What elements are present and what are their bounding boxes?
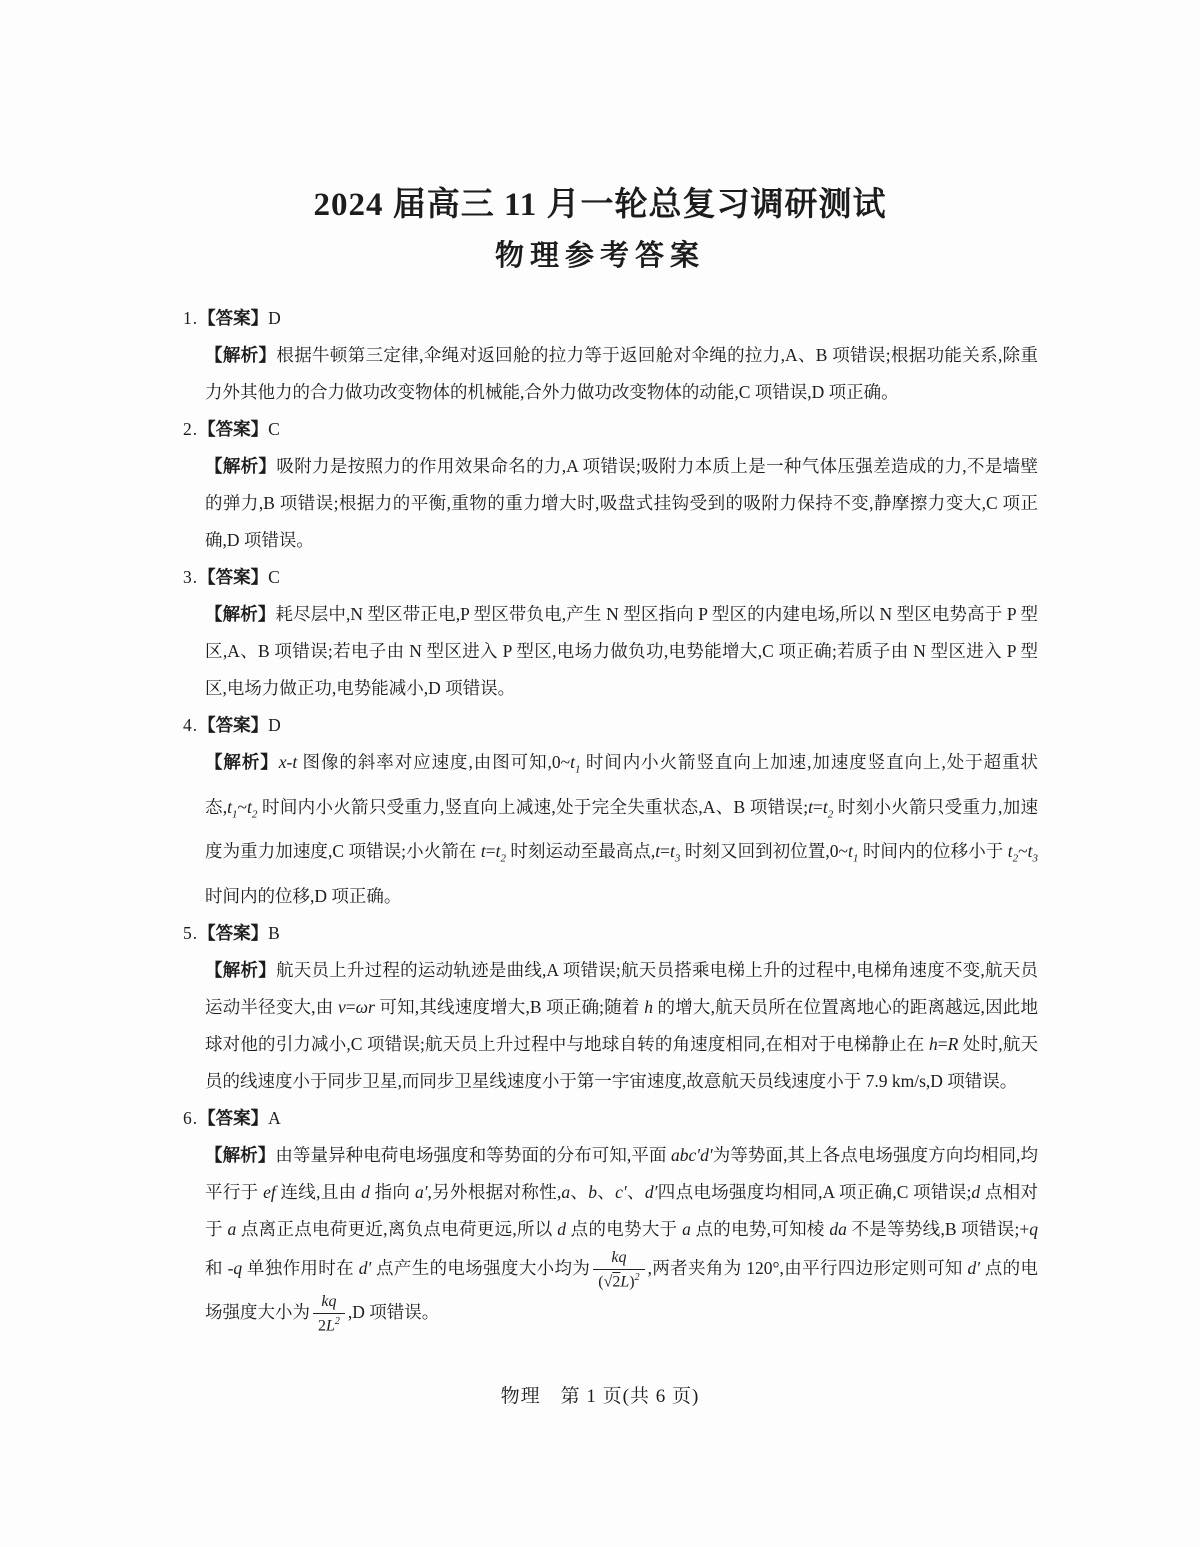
analysis-text: 【解析】由等量异种电荷电场强度和等势面的分布可知,平面 abc′d′为等势面,其上各点电场强度方向均相同,均平行于 ef 连线,且由 d 指向 a′,另外根据对称性,a、b、c′、d′四点电场强度均相同,A 项正确,C 项错误;d 点相对于 a 点离正点电荷更近,离负点电荷更远,所以 d 点的电势大于 a 点的电势,可知棱 da 不是等势线,B 项错误;+q 和 -q 单独作用时在 d′ 点产生的电场强度大小均为 $\frac{kq}{(√2L)^2}$ ,两者夹角为 120°,由平行四边形定则可知 d′ 点的电场强度大小为 $\frac{kq}{2L^2}$ ,D 项错误。 bbox=[205, 1144, 1039, 1335]
answer-letter: C bbox=[268, 567, 280, 587]
answer-label: 【答案】 bbox=[198, 922, 269, 943]
page-title: 2024 届高三 11 月一轮总复习调研测试 bbox=[313, 187, 887, 223]
answer-label: 【答案】 bbox=[198, 715, 269, 735]
analysis-text: 【解析】耗尽层中,N 型区带正电,P 型区带负电,产生 N 型区指向 P 型区的内建电场,所以 N 型区电势高于 P 型区,A、B 项错误;若电子由 N 型区进入 P 型区,电场力做负功,电势能增大,C 项正确;若质子由 N 型区进入 P 型区,电场力做正功,电势能减小,D 项错误。 bbox=[205, 604, 1038, 698]
question-number: 5. bbox=[183, 922, 199, 943]
answer-line bbox=[183, 411, 1038, 448]
answer-line bbox=[183, 559, 1038, 596]
answer-label: 【答案】 bbox=[198, 419, 269, 439]
answer-letter: D bbox=[268, 715, 281, 735]
question-block bbox=[183, 300, 1038, 411]
question-number: 1. bbox=[183, 308, 199, 328]
page-footer: 物理 第 1 页(共 6 页) bbox=[500, 1386, 700, 1407]
question-block bbox=[183, 559, 1038, 707]
answer-line bbox=[183, 915, 1038, 952]
question-number: 6. bbox=[183, 1107, 199, 1128]
question-number: 4. bbox=[183, 715, 199, 735]
page-subtitle: 物理参考答案 bbox=[494, 240, 705, 272]
answer-letter: B bbox=[268, 922, 280, 943]
answer-line bbox=[183, 707, 1038, 744]
answer-label: 【答案】 bbox=[198, 1107, 269, 1128]
answer-letter: D bbox=[268, 308, 281, 328]
answer-line bbox=[183, 300, 1038, 337]
analysis-text: 【解析】航天员上升过程的运动轨迹是曲线,A 项错误;航天员搭乘电梯上升的过程中,电梯角速度不变,航天员运动半径变大,由 v=ωr 可知,其线速度增大,B 项正确;随着 h 的增大,航天员所在位置离地心的距离越远,因此地球对他的引力减小,C 项错误;航天员上升过程中与地球自转的角速度相同,在相对于电梯静止在 h=R 处时,航天员的线速度小于同步卫星,而同步卫星线速度小于第一宇宙速度,故意航天员线速度小于 7.9 km/s,D 项错误。 bbox=[205, 959, 1039, 1091]
answer-letter: C bbox=[268, 419, 280, 439]
analysis-text: 【解析】根据牛顿第三定律,伞绳对返回舱的拉力等于返回舱对伞绳的拉力,A、B 项错误;根据功能关系,除重力外其他力的合力做功改变物体的机械能,合外力做功改变物体的动能,C 项错误,D 项正确。 bbox=[205, 345, 1039, 402]
question-block bbox=[183, 707, 1038, 915]
answer-letter: A bbox=[268, 1107, 281, 1128]
answer-line bbox=[183, 1100, 1038, 1137]
analysis-text: 【解析】x-t 图像的斜率对应速度,由图可知$,0\sim t_1$ 时间内小火箭竖直向上加速,加速度竖直向上,处于超重状态$,t_1\sim t_2$ 时间内小火箭只受重力,竖直向上减速,处于完全失重状态,A、B 项错误$;t=t_2$ 时刻小火箭只受重力,加速度为重力加速度,C 项错误;小火箭在 $t=t_2$ 时刻运动至最高点$,t=t_3$ 时刻又回到初位置$,0\sim t_1$ 时间内的位移小于 $t_2\sim t_3$ 时间内的位移,D 项正确。 bbox=[205, 752, 1039, 906]
answers-list bbox=[0, 300, 1200, 1336]
analysis-text: 【解析】吸附力是按照力的作用效果命名的力,A 项错误;吸附力本质上是一种气体压强差造成的力,不是墙壁的弹力,B 项错误;根据力的平衡,重物的重力增大时,吸盘式挂钩受到的吸附力保持不变,静摩擦力变大,C 项正确,D 项错误。 bbox=[205, 456, 1038, 550]
question-block bbox=[183, 915, 1038, 1100]
question-block bbox=[183, 411, 1038, 559]
answer-label: 【答案】 bbox=[198, 308, 269, 328]
question-block bbox=[183, 1100, 1038, 1336]
question-number: 3. bbox=[183, 567, 199, 587]
question-number: 2. bbox=[183, 419, 199, 439]
fraction: $\frac{kq}{(√2L)^2}$ bbox=[593, 1248, 644, 1292]
fraction: $\frac{kq}{2L^2}$ bbox=[313, 1292, 345, 1336]
answer-label: 【答案】 bbox=[198, 567, 269, 587]
